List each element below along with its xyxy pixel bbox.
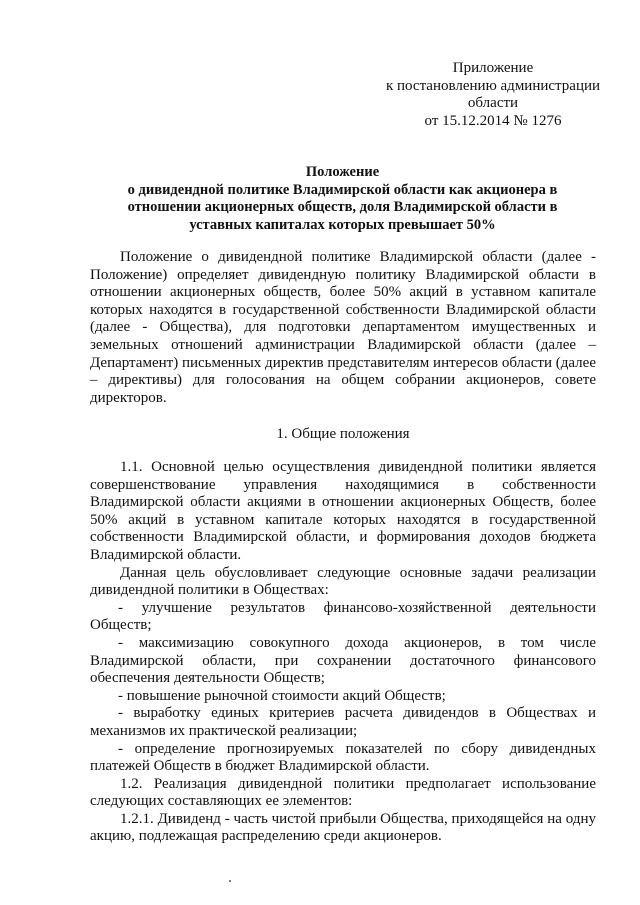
approval-line-2: к постановлению администрации — [385, 77, 601, 94]
title-line-1: Положение — [305, 164, 380, 180]
approval-line-3: области — [467, 95, 519, 111]
section-body — [90, 459, 596, 846]
section-heading: 1. Общие положения — [276, 426, 410, 442]
task-item-1: - улучшение результатов финансово-хозяйственной деятельности Обществ; — [90, 599, 596, 634]
document-title — [90, 164, 595, 234]
title-line-2: о дивидендной политике Владимирской области как акционера в — [127, 181, 558, 198]
intro-section — [90, 249, 596, 407]
paragraph-tasks: Данная цель обусловливает следующие основные задачи реализации дивидендной политики в Обществах: — [90, 564, 596, 599]
scan-speck — [229, 880, 231, 882]
paragraph-1-2: 1.2. Реализация дивидендной политики предполагает использование следующих составляющих ее элементов: — [90, 775, 596, 810]
paragraph-1-2-1: 1.2.1. Дивиденд - часть чистой прибыли Общества, приходящейся на одну акцию, подлежащая распределению среди акционеров. — [90, 810, 596, 845]
approval-block — [380, 60, 606, 130]
task-item-4: - выработку единых критериев расчета дивидендов в Обществах и механизмов их практической реализации; — [90, 705, 596, 739]
task-item-3: - повышение рыночной стоимости акций Обществ; — [118, 687, 446, 704]
approval-line-1: Приложение — [452, 60, 534, 76]
title-line-3: отношении акционерных обществ, доля Владимирской области в — [127, 199, 558, 215]
paragraph-1-1: 1.1. Основной целью осуществления дивидендной политики является совершенствование управления находящимися в собственности Владимирской области акциями в отношении акционерных Обществ, более 50% акций в уставном капитале которых находятся в государственной собственности Владимирской области, и формирования доходов бюджета Владимирской области. — [90, 459, 596, 563]
approval-line-4: от 15.12.2014 № 1276 — [424, 112, 562, 129]
intro-paragraph: Положение о дивидендной политике Владимирской области (далее - Положение) определяет дивидендную политику Владимирской области в отношении акционерных обществ, более 50% акций в уставном капитале которых находятся в государственной собственности Владимирской области (далее - Общества), для подготовки департаментом имущественных и земельных отношений администрации Владимирской области (далее – Департамент) письменных директив представителям интересов области (далее – директивы) для голосования на общем собрании акционеров, совете директоров. — [90, 249, 596, 406]
title-line-4: уставных капиталах которых превышает 50% — [189, 216, 496, 233]
task-item-2: - максимизацию совокупного дохода акционеров, в том числе Владимирской области, при сохранении достаточного финансового обеспечения деятельности Обществ; — [90, 634, 596, 687]
task-item-5: - определение прогнозируемых показателей по сбору дивидендных платежей Обществ в бюджет Владимирской области. — [90, 740, 596, 775]
